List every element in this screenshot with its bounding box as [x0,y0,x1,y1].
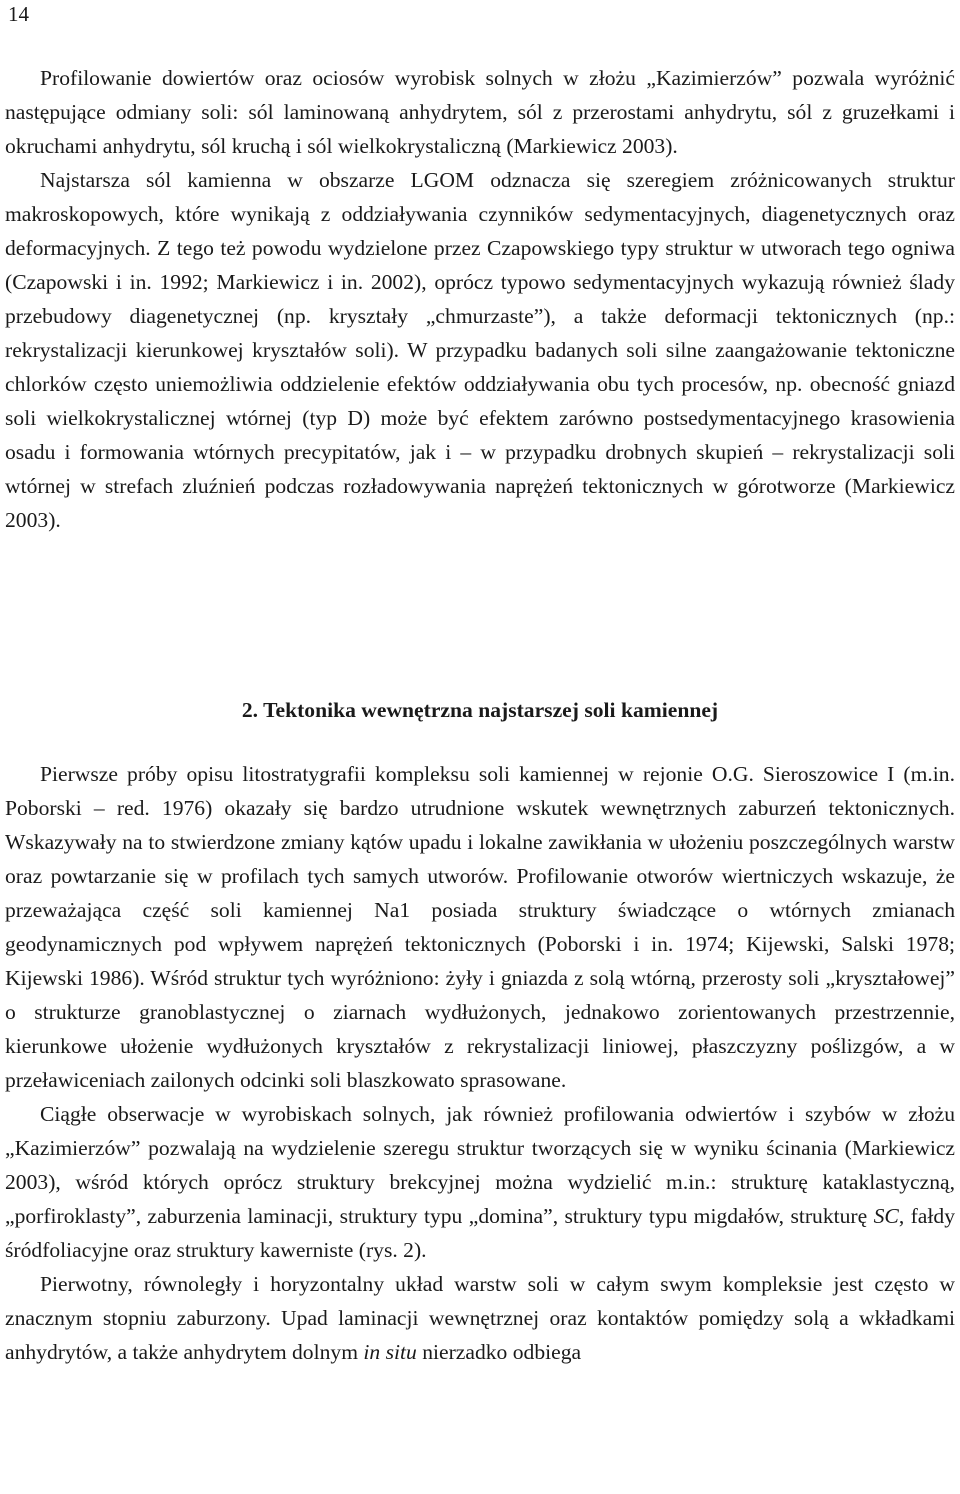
paragraph [5,1097,955,1267]
text-run: , fałdy śródfoliacyjne oraz struktury kawerniste (rys. 2). [5,1204,955,1262]
text-run: Najstarsza sól kamienna w obszarze LGOM odznacza się szeregiem zróżnicowanych struktur makroskopowych, które wynikają z oddziaływania czynników sedymentacyjnych, diagenetycznych oraz deformacyjnych. Z tego też powodu wydzielone przez Czapowskiego typy struktur w utworach tego ogniwa (Czapowski i in. 1992; Markiewicz i in. 2002), oprócz typowo sedymentacyjnych wykazują również ślady przebudowy diagenetycznej (np. kryształy „chmurzaste”), a także deformacji tektonicznych (np.: rekrystalizacji kierunkowej kryształów soli). W przypadku badanych soli silne zaangażowanie tektoniczne chlorków często uniemożliwia oddzielenie efektów oddziaływania obu tych procesów, np. obecność gniazd soli wielkokrystalicznej wtórnej (typ D) może być efektem zarówno postsedymentacyjnego krasowienia osadu i formowania wtórnych precypitatów, jak i – w przypadku drobnych skupień – rekrystalizacji soli wtórnej w strefach zluźnień podczas rozładowywania naprężeń tektonicznych w górotworze (Markiewicz 2003). [5,168,955,532]
body-text-section-1 [5,61,955,537]
page-number: 14 [8,2,29,26]
text-run: Profilowanie dowiertów oraz ociosów wyrobisk solnych w złożu „Kazimierzów” pozwala wyróżnić następujące odmiany soli: sól laminowaną anhydrytem, sól z przerostami anhydrytu, sól z gruzełkami i okruchami anhydrytu, sól kruchą i sól wielkokrystaliczną (Markiewicz 2003). [5,66,955,158]
text-run: nierzadko odbiega [416,1340,582,1364]
italic-term: in situ [363,1340,417,1364]
paragraph [5,1267,955,1369]
text-run: Pierwsze próby opisu litostratygrafii kompleksu soli kamiennej w rejonie O.G. Sieroszowice I (m.in. Poborski – red. 1976) okazały się bardzo utrudnione wskutek wewnętrznych zaburzeń tektonicznych. Wskazywały na to stwierdzone zmiany kątów upadu i lokalne zawikłania w ułożeniu poszczególnych warstw oraz powtarzanie się w profilach tych samych utworów. Profilowanie otworów wiertniczych wskazuje, że przeważająca część soli kamiennej Na1 posiada struktury świadczące o wtórnych zmianach geodynamicznych pod wpływem naprężeń tektonicznych (Poborski i in. 1974; Kijewski, Salski 1978; Kijewski 1986). Wśród struktur tych wyróżniono: żyły i gniazda z solą wtórną, przerosty soli „kryształowej” o strukturze granoblastycznej o ziarnach wydłużonych, jednakowo zorientowanych przestrzennie, kierunkowe ułożenie wydłużonych kryształów z rekrystalizacji liniowej, płaszczyzny poślizgów, a w przeławiceniach zailonych odcinki soli blaszkowato sprasowane. [5,762,955,1092]
italic-term: SC [873,1204,899,1228]
paragraph [5,163,955,537]
paragraph [5,757,955,1097]
text-run: Pierwotny, równoległy i horyzontalny układ warstw soli w całym swym kompleksie jest często w znacznym stopniu zaburzony. Upad laminacji wewnętrznej oraz kontaktów pomiędzy solą a wkładkami anhydrytów, a także anhydrytem dolnym [5,1272,955,1364]
section-heading: 2. Tektonika wewnętrzna najstarszej soli kamiennej [241,698,719,722]
text-run: Ciągłe obserwacje w wyrobiskach solnych, jak również profilowania odwiertów i szybów w złożu „Kazimierzów” pozwalają na wydzielenie szeregu struktur tworzących się w wyniku ścinania (Markiewicz 2003), wśród których oprócz struktury brekcyjnej można wydzielić m.in.: strukturę kataklastyczną, „porfiroklasty”, zaburzenia laminacji, struktury typu „domina”, struktury typu migdałów, strukturę [5,1102,955,1228]
paragraph [5,61,955,163]
body-text-section-2 [5,757,955,1369]
